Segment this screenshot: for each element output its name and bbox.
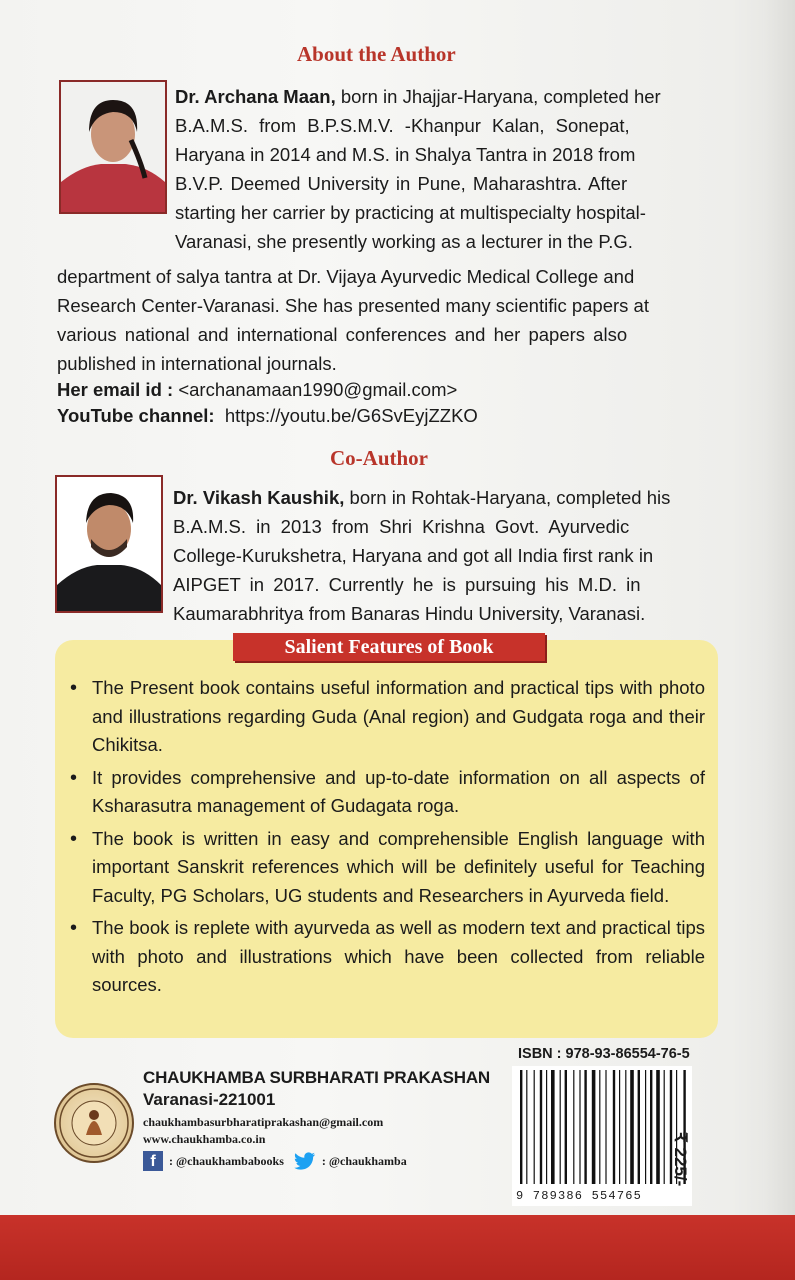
facebook-icon[interactable]: f bbox=[143, 1151, 163, 1171]
publisher-name: CHAUKHAMBA SURBHARATI PRAKASHAN bbox=[143, 1068, 491, 1087]
author-line-3: Haryana in 2014 and M.S. in Shalya Tantra in 2018 from bbox=[175, 144, 636, 165]
bottom-red-band bbox=[0, 1215, 795, 1280]
author-line-4: B.V.P. Deemed University in Pune, Maharashtra. After bbox=[175, 173, 628, 194]
coauthor-photo bbox=[55, 475, 163, 613]
barcode-icon bbox=[512, 1066, 692, 1188]
feature-item: • The Present book contains useful information and practical tips with photo and illustrations regarding Guda (Anal region) and Gudgata roga and their Chikitsa. bbox=[70, 674, 705, 760]
author-portrait-icon bbox=[61, 82, 165, 212]
publisher-logo bbox=[54, 1083, 134, 1163]
author-line-9: various national and international conferences and her papers also bbox=[57, 324, 628, 345]
author-line-6: Varanasi, she presently working as a lecturer in the P.G. bbox=[175, 231, 633, 252]
author-email-row bbox=[57, 377, 478, 403]
publisher-website[interactable]: www.chaukhamba.co.in bbox=[143, 1132, 266, 1146]
coauthor-line-2: B.A.M.S. in 2013 from Shri Krishna Govt. Ayurvedic bbox=[173, 516, 630, 537]
coauthor-line-5: Kaumarabhritya from Banaras Hindu University, Varanasi. bbox=[173, 603, 646, 624]
publisher-seal-icon bbox=[56, 1085, 132, 1161]
author-email[interactable]: <archanamaan1990@gmail.com> bbox=[178, 379, 458, 400]
coauthor-heading: Co-Author bbox=[330, 446, 428, 470]
author-line-5: starting her carrier by practicing at multispecialty hospital- bbox=[175, 202, 646, 223]
publisher-city: Varanasi-221001 bbox=[143, 1090, 276, 1109]
author-youtube-row bbox=[57, 403, 478, 429]
author-heading: About the Author bbox=[297, 42, 456, 66]
author-contact bbox=[57, 377, 478, 429]
twitter-handle[interactable]: : @chaukhamba bbox=[321, 1153, 407, 1168]
author-bio-bottom bbox=[57, 262, 723, 378]
coauthor-line-4: AIPGET in 2017. Currently he is pursuing his M.D. in bbox=[173, 574, 641, 595]
barcode-digits: 9 789386 554765 bbox=[516, 1189, 643, 1203]
author-youtube-link[interactable]: https://youtu.be/G6SvEyjZZKO bbox=[224, 405, 478, 426]
coauthor-name: Dr. Vikash Kaushik, bbox=[173, 487, 345, 508]
author-line-1: Dr. Archana Maan, born in Jhajjar-Haryana, completed her bbox=[175, 86, 661, 107]
facebook-handle[interactable]: : @chaukhambabooks bbox=[169, 1153, 284, 1168]
coauthor-portrait-icon bbox=[57, 477, 161, 611]
price: ₹ 225/- bbox=[671, 1132, 690, 1187]
coauthor-bio bbox=[173, 483, 721, 628]
email-label: Her email id : bbox=[57, 379, 174, 400]
coauthor-line-3: College-Kurukshetra, Haryana and got all India first rank in bbox=[173, 545, 654, 566]
isbn-label: ISBN : 978-93-86554-76-5 bbox=[518, 1046, 690, 1062]
author-photo bbox=[59, 80, 167, 214]
author-line-10: published in international journals. bbox=[57, 353, 337, 374]
cover-spine-edge bbox=[763, 0, 795, 1215]
author-line-7: department of salya tantra at Dr. Vijaya Ayurvedic Medical College and bbox=[57, 266, 635, 287]
author-bio-top bbox=[175, 82, 723, 256]
author-line-8: Research Center-Varanasi. She has presented many scientific papers at bbox=[57, 295, 649, 316]
publisher-email[interactable]: chaukhambasurbharatiprakashan@gmail.com bbox=[143, 1115, 384, 1129]
features-list bbox=[70, 674, 705, 1004]
barcode-panel bbox=[512, 1066, 692, 1206]
feature-item: • The book is replete with ayurveda as well as modern text and practical tips with photo and illustrations which have been collected from reliable sources. bbox=[70, 914, 705, 1000]
feature-item: • The book is written in easy and comprehensible English language with important Sanskrit references which will be definitely useful for Teaching Faculty, PG Scholars, UG students and Researchers in Ayurveda field. bbox=[70, 825, 705, 911]
author-name: Dr. Archana Maan, bbox=[175, 86, 336, 107]
youtube-label: YouTube channel: bbox=[57, 405, 215, 426]
twitter-icon[interactable] bbox=[294, 1152, 316, 1170]
social-row bbox=[143, 1151, 407, 1171]
features-title: Salient Features of Book bbox=[233, 633, 545, 661]
coauthor-line-1: Dr. Vikash Kaushik, born in Rohtak-Haryana, completed his bbox=[173, 487, 671, 508]
feature-item: • It provides comprehensive and up-to-date information on all aspects of Ksharasutra management of Gudagata roga. bbox=[70, 764, 705, 821]
author-line-2: B.A.M.S. from B.P.S.M.V. -Khanpur Kalan, Sonepat, bbox=[175, 115, 630, 136]
